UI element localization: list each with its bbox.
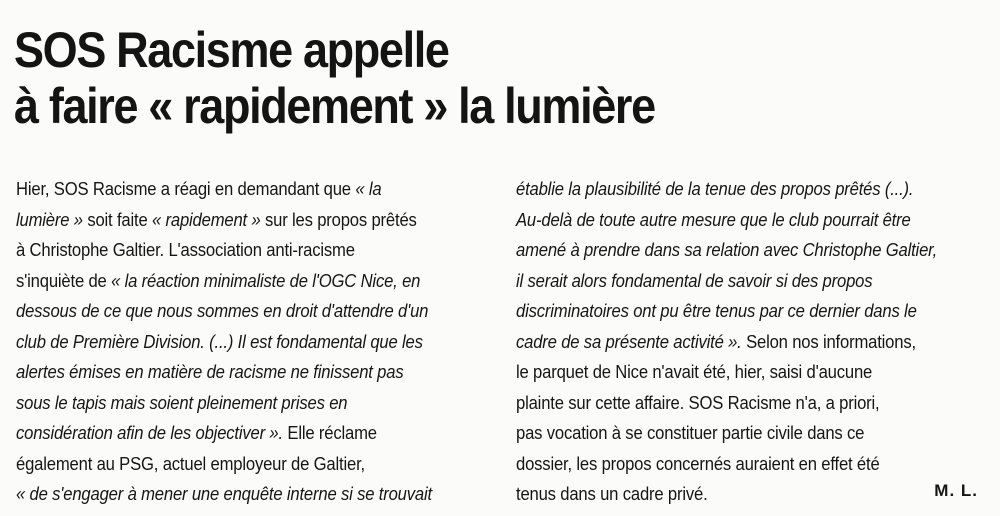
quote-text: lumière »	[16, 208, 83, 230]
quote-text: dessous de ce que nous sommes en droit d'attendre d'un	[16, 300, 429, 321]
body-text: soit faite	[82, 208, 152, 230]
quote-text: établie la plausibilité de la tenue des propos prêtés (...).	[516, 178, 914, 199]
author-signature: M. L.	[934, 481, 978, 500]
article-headline	[14, 22, 655, 134]
text-line	[16, 388, 466, 419]
quote-text: club de Première Division. (...) Il est fondamental que les	[16, 330, 423, 352]
quote-text: sous le tapis mais soient pleinement prises en	[16, 391, 348, 413]
text-line	[16, 357, 466, 388]
text-line	[516, 388, 939, 419]
text-line	[16, 418, 466, 449]
article-body-right-column	[516, 174, 986, 510]
text-line	[516, 174, 939, 205]
text-line	[16, 235, 466, 266]
text-line	[516, 205, 939, 236]
body-text: dossier, les propos concernés auraient en effet été	[516, 452, 880, 474]
body-text: le parquet de Nice n'avait été, hier, saisi d'aucune	[516, 361, 873, 382]
text-line	[16, 479, 466, 510]
body-text: également au PSG, actuel employeur de Galtier,	[16, 452, 365, 474]
quote-text: « la réaction minimaliste de l'OGC Nice, en	[111, 269, 421, 291]
headline-line-2: à faire « rapidement » la lumière	[14, 78, 655, 134]
body-text: tenus dans un cadre privé.	[516, 483, 708, 504]
text-line	[516, 235, 939, 266]
text-line	[516, 296, 939, 327]
text-line	[516, 266, 939, 297]
quote-text: amené à prendre dans sa relation avec Christophe Galtier,	[516, 239, 938, 260]
text-line	[16, 174, 466, 205]
quote-text: cadre de sa présente activité ».	[516, 330, 742, 352]
body-text: à Christophe Galtier. L'association anti-racisme	[16, 239, 355, 260]
text-line	[16, 327, 466, 358]
article-body-left-column	[16, 174, 516, 510]
quote-text: considération afin de les objectiver ».	[16, 422, 283, 443]
quote-text: il serait alors fondamental de savoir si des propos	[516, 269, 873, 291]
body-text: pas vocation à se constituer partie civile dans ce	[516, 422, 865, 443]
quote-text: « la	[355, 178, 382, 199]
text-line	[16, 296, 466, 327]
text-line	[16, 205, 466, 236]
quote-text: « rapidement »	[151, 208, 261, 230]
body-text: Hier, SOS Racisme a réagi en demandant que	[16, 178, 356, 199]
quote-text: discriminatoires ont pu être tenus par ce dernier dans le	[516, 300, 917, 321]
body-text: Elle réclame	[282, 422, 377, 443]
text-line	[516, 327, 939, 358]
text-line	[516, 357, 939, 388]
headline-line-1: SOS Racisme appelle	[14, 22, 449, 78]
quote-text: alertes émises en matière de racisme ne finissent pas	[16, 361, 404, 382]
text-line	[516, 449, 939, 480]
quote-text: Au-delà de toute autre mesure que le club pourrait être	[516, 208, 911, 230]
text-line	[16, 449, 466, 480]
text-line	[516, 479, 939, 510]
body-text: sur les propos prêtés	[260, 208, 417, 230]
quote-text: « de s'engager à mener une enquête interne si se trouvait	[16, 483, 432, 504]
body-text: plainte sur cette affaire. SOS Racisme n'a, a priori,	[516, 391, 880, 413]
body-text: Selon nos informations,	[741, 330, 916, 352]
text-line	[516, 418, 939, 449]
text-line	[16, 266, 466, 297]
body-text: s'inquiète de	[16, 269, 112, 291]
